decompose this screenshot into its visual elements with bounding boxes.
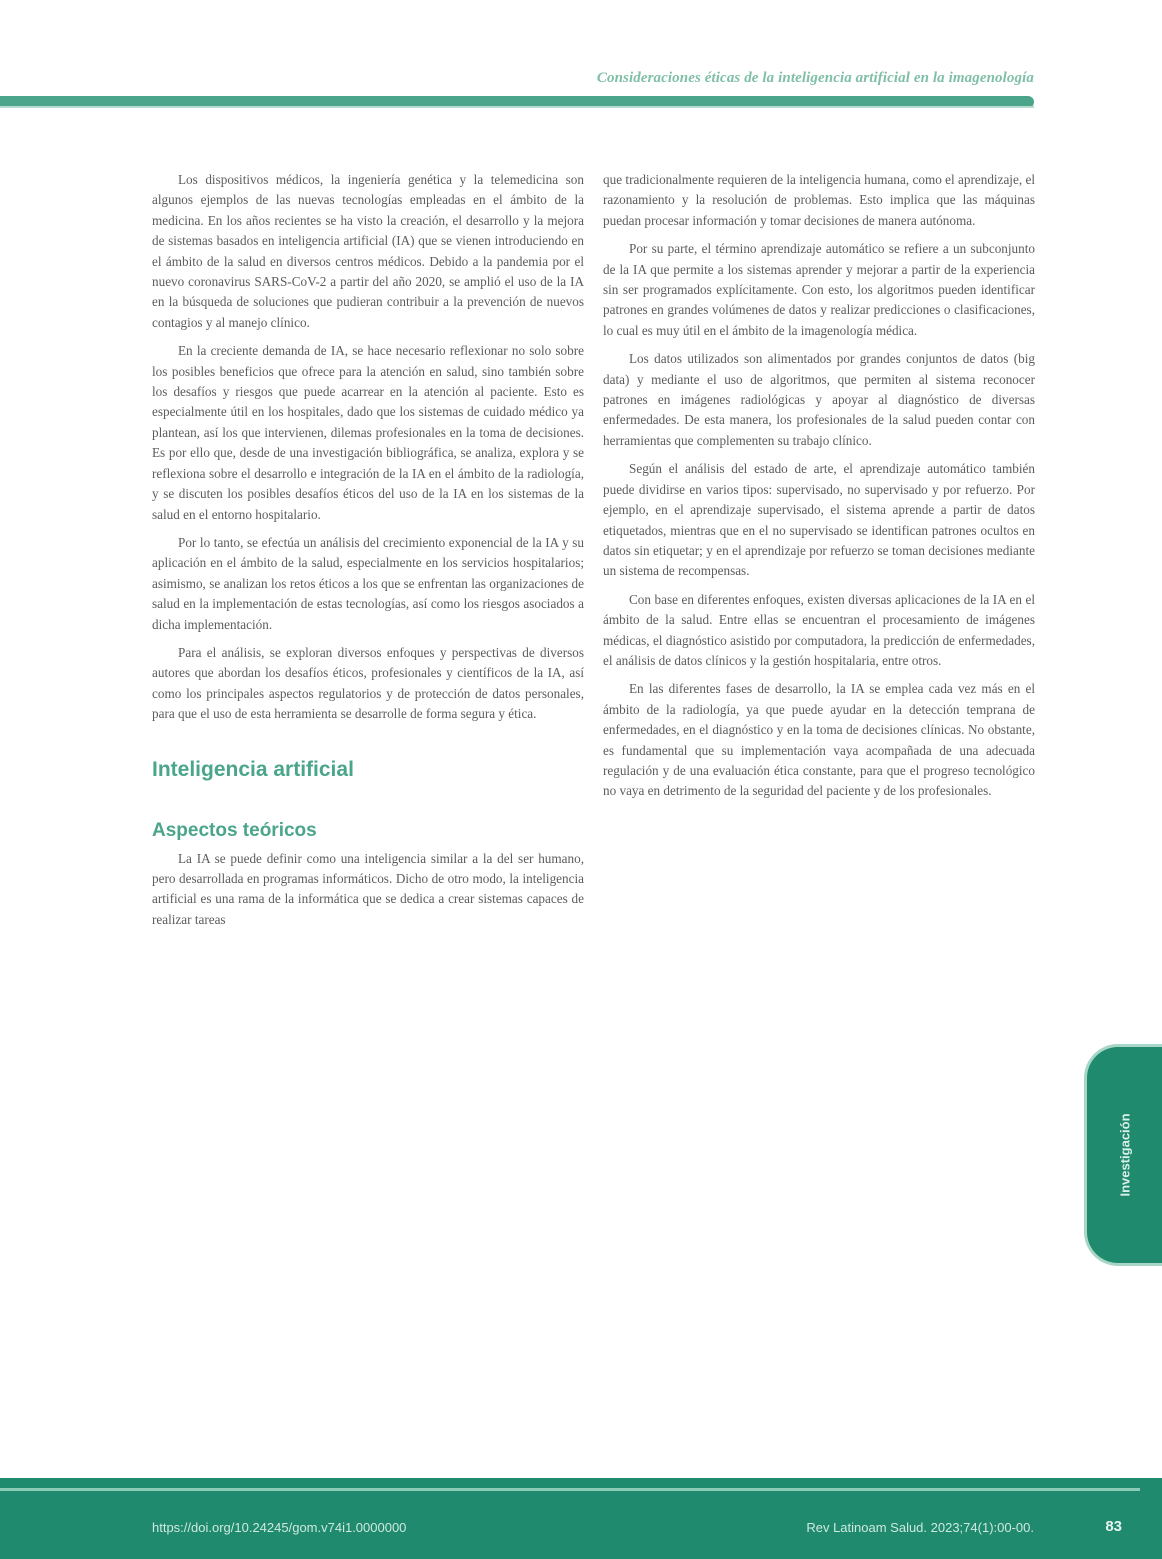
section-heading: Inteligencia artificial: [152, 757, 354, 781]
running-title: Consideraciones éticas de la inteligencia artificial en la imagenología: [596, 70, 1034, 86]
body-paragraph: que tradicionalmente requieren de la inteligencia humana, como el aprendizaje, el razonamiento y la resolución de problemas. Esto implica que las máquinas puedan procesar información y tomar decisiones de manera autónoma.: [603, 172, 1035, 228]
body-paragraph: En la creciente demanda de IA, se hace necesario reflexionar no solo sobre los posibles beneficios que ofrece para la atención en salud, sino también sobre los desafíos y riesgos que puede acarrear en la atención al paciente. Esto es especialmente útil en los hospitales, dado que los sistemas de cuidado médico ya plantean, así los que intervienen, dilemas profesionales en la toma de decisiones. Es por ello que, desde de una investigación bibliográfica, se analiza, explora y se reflexiona sobre el desarrollo e integración de la IA en el ámbito de la radiología, y se discuten los posibles desafíos éticos del uso de la IA en los sistemas de la salud en el entorno hospitalario.: [152, 343, 584, 522]
page-number: 83: [1105, 1518, 1122, 1535]
header-rule: [0, 96, 1034, 108]
body-paragraph: La IA se puede definir como una inteligencia similar a la del ser humano, pero desarrollada en programas informáticos. Dicho de otro modo, la inteligencia artificial es una rama de la informática que se dedica a crear sistemas capaces de realizar tareas: [152, 850, 584, 927]
subsection-heading: Aspectos teóricos: [152, 819, 317, 841]
body-paragraph: Según el análisis del estado de arte, el aprendizaje automático también puede dividirse en varios tipos: supervisado, no supervisado y por refuerzo. Por ejemplo, en el aprendizaje supervisado, el sistema aprende a partir de datos etiquetados, mientras que en el no supervisado se identifican patrones ocultos en datos sin etiquetar; y en el aprendizaje por refuerzo se toman decisiones mediante un sistema de recompensas.: [603, 461, 1035, 579]
body-paragraph: Por su parte, el término aprendizaje automático se refiere a un subconjunto de la IA que permite a los sistemas aprender y mejorar a partir de la experiencia sin ser programados explícitamente. Con esto, los algoritmos pueden identificar patrones en grandes volúmenes de datos y realizar predicciones o clasificaciones, lo cual es muy útil en el ámbito de la imagenología médica.: [603, 241, 1035, 338]
body-paragraph: Para el análisis, se exploran diversos enfoques y perspectivas de diversos autores que abordan los desafíos éticos, profesionales y científicos de la IA, así como los principales aspectos regulatorios y de protección de datos personales, para que el uso de esta herramienta se desarrolle de forma segura y ética.: [152, 644, 584, 722]
body-paragraph: Con base en diferentes enfoques, existen diversas aplicaciones de la IA en el ámbito de la salud. Entre ellas se encuentran el procesamiento de imágenes médicas, el diagnóstico asistido por computadora, la predicción de enfermedades, el análisis de datos clínicos y la gestión hospitalaria, entre otros.: [603, 591, 1035, 668]
section-side-tab: [1084, 1044, 1162, 1266]
right-column: [603, 170, 1035, 810]
left-column: [152, 170, 584, 938]
body-paragraph: Por lo tanto, se efectúa un análisis del crecimiento exponencial de la IA y su aplicación en el ámbito de la salud, especialmente en los servicios hospitalarios; asimismo, se analizan los retos éticos a los que se enfrentan las organizaciones de salud en la implementación de estas tecnologías, así como los riesgos asociados a dicha implementación.: [152, 534, 584, 632]
footer-rule: [0, 1488, 1140, 1491]
body-paragraph: Los dispositivos médicos, la ingeniería genética y la telemedicina son algunos ejemplos de las nuevas tecnologías empleadas en el ámbito de la medicina. En los años recientes se ha visto la creación, el desarrollo y la mejora de sistemas basados en inteligencia artificial (IA) que se vienen introduciendo en el ámbito de la salud en diversos centros médicos. Debido a la pandemia por el nuevo coronavirus SARS-CoV-2 a partir del año 2020, se amplió el uso de la IA en la búsqueda de soluciones que pudieran contribuir a la prevención de nuevos contagios y al manejo clínico.: [152, 172, 584, 330]
footer-doi-link[interactable]: https://doi.org/10.24245/gom.v74i1.0000000: [152, 1520, 407, 1535]
side-tab-label: Investigación: [1117, 1113, 1132, 1197]
body-paragraph: En las diferentes fases de desarrollo, la IA se emplea cada vez más en el ámbito de la radiología, ya que puede ayudar en la detección temprana de enfermedades, en el diagnóstico y en la toma de decisiones clínicas. No obstante, es fundamental que su implementación vaya acompañada de una adecuada regulación y de una evaluación ética constante, para que el progreso tecnológico no vaya en detrimento de la seguridad del paciente y de los profesionales.: [603, 681, 1035, 799]
body-paragraph: Los datos utilizados son alimentados por grandes conjuntos de datos (big data) y mediante el uso de algoritmos, que permiten al sistema reconocer patrones en imágenes radiológicas y apoyar al diagnóstico de diversas enfermedades. De esta manera, los profesionales de la salud pueden contar con herramientas que complementen su trabajo clínico.: [603, 351, 1035, 448]
footer-journal-citation: Rev Latinoam Salud. 2023;74(1):00-00.: [806, 1520, 1034, 1535]
footer-band: [0, 1478, 1162, 1559]
